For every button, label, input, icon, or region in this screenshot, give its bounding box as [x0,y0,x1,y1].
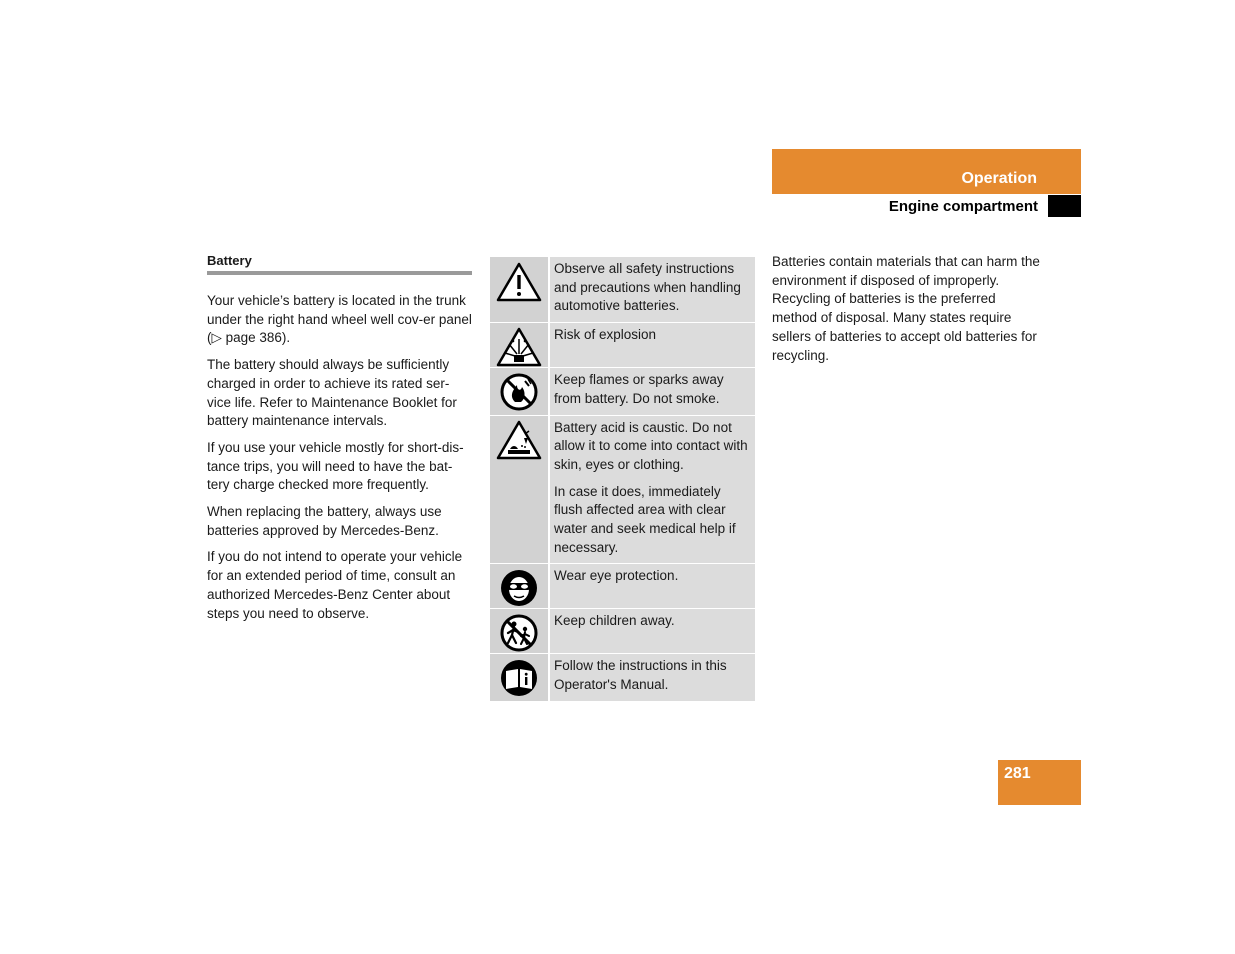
warning-row [490,415,755,564]
warning-text: In case it does, immediately flush affected area with clear water and seek medical help if necessary. [554,483,736,555]
warning-text-block [549,415,755,564]
warning-text: Follow the instructions in this Operator's Manual. [549,654,755,701]
recycling-paragraph: Batteries contain materials that can harm the environment if disposed of improperly. Recycling of batteries is the preferred method of disposal. Many states require sellers of batteries to accept old batteries for recycling. [772,254,1040,363]
warning-triangle-icon [496,261,542,303]
page-number-box [998,760,1081,805]
icon-cell [490,368,549,415]
explosion-icon [496,327,542,367]
keep-children-away-icon [498,613,540,653]
warning-text: Risk of explosion [549,323,755,368]
caustic-acid-icon [496,420,542,460]
warning-row [490,564,755,609]
warning-text: Wear eye protection. [549,564,755,609]
subsection-marker [1048,195,1081,217]
icon-cell [490,654,549,701]
icon-cell [490,415,549,564]
section-header-bar [772,149,1081,194]
paragraph: When replacing the battery, always use batteries approved by Mercedes-Benz. [207,504,442,538]
warning-row [490,257,755,323]
icon-cell [490,609,549,654]
warning-row [490,654,755,701]
battery-heading: Battery [207,253,472,275]
warning-text: Observe all safety instructions and precautions when handling automotive batteries. [549,257,755,323]
left-column [207,253,472,631]
no-flames-icon [498,372,540,412]
right-column [772,253,1040,373]
eye-protection-icon [498,568,540,608]
page-number: 281 [1004,765,1031,782]
paragraph: If you do not intend to operate your vehicle for an extended period of time, consult an authorized Mercedes-Benz Center about steps you need to observe. [207,549,463,621]
warning-row [490,323,755,368]
battery-warnings-table [490,257,755,702]
paragraph: If you use your vehicle mostly for short-dis-tance trips, you will need to have the bat-tery charge checked more frequently. [207,439,464,493]
paragraph: The battery should always be sufficiently charged in order to achieve its rated ser-vice life. Refer to Maintenance Booklet for battery maintenance intervals. [207,357,457,429]
warning-text: Keep children away. [549,609,755,654]
subsection-title: Engine compartment [888,198,1038,215]
warning-text: Battery acid is caustic. Do not allow it to come into contact with skin, eyes or clothing. [554,419,748,472]
icon-cell [490,323,549,368]
warning-row [490,609,755,654]
icon-cell [490,257,549,323]
warning-text: Keep flames or sparks away from battery. Do not smoke. [549,368,755,415]
section-title: Operation [961,170,1037,187]
icon-cell [490,564,549,609]
paragraph: Your vehicle’s battery is located in the trunk under the right hand wheel well cov-er panel (▷ page 386). [207,293,472,346]
manual-info-icon [498,658,540,698]
warning-row [490,368,755,415]
